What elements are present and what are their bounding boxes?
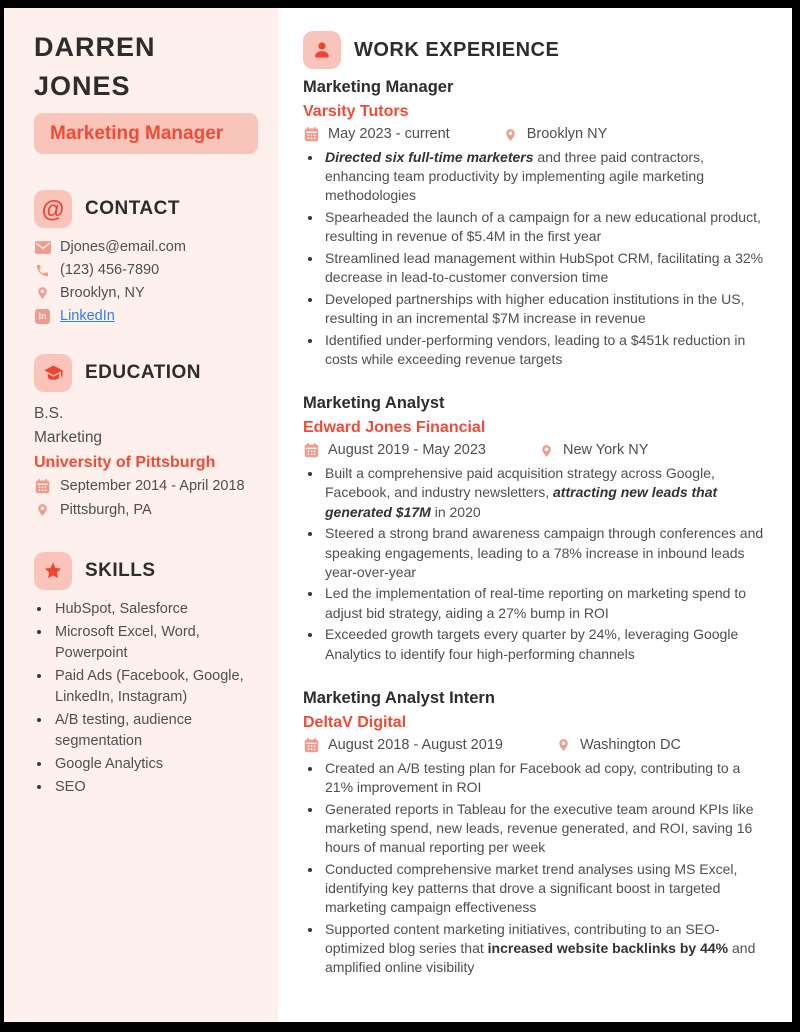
education-location-row	[34, 499, 256, 523]
linkedin-icon: in	[34, 309, 51, 324]
contact-row-location	[34, 285, 256, 301]
job-bullet: • Exceeded growth targets every quarter by 24%, leveraging Google Analytics to identify four high-performing channels	[323, 625, 764, 663]
education-degree: B.S.	[34, 405, 64, 422]
calendar-icon	[303, 738, 320, 753]
job-bullet: • Identified under-performing vendors, leading to a $451k reduction in costs while exceeding revenue targets	[323, 331, 764, 369]
job-dates-group	[303, 441, 486, 460]
skills-heading: SKILLS	[85, 560, 156, 581]
education-school: University of Pittsburgh	[34, 454, 216, 471]
job-location: New York NY	[563, 442, 649, 459]
job-location-group	[538, 441, 648, 460]
sidebar	[4, 8, 278, 1022]
job-bullet: • Built a comprehensive paid acquisition strategy across Google, Facebook, and industry newsletters, attracting new leads that generated $17M in 2020	[323, 464, 764, 522]
contact-list	[34, 239, 256, 324]
map-pin-icon	[555, 737, 572, 753]
job-bullet: • Steered a strong brand awareness campaign through conferences and speaking engagements, leading to a 78% increase in inbound leads year-over-year	[323, 524, 764, 582]
job-company: Varsity Tutors	[303, 103, 409, 120]
job-bullet: • Led the implementation of real-time reporting on marketing spend to adjust bid strategy, aiding a 27% bump in ROI	[323, 584, 764, 622]
job-dates: August 2018 - August 2019	[328, 736, 503, 753]
job-bullet-list	[303, 759, 764, 978]
job-meta-row	[303, 125, 764, 144]
map-pin-icon	[502, 127, 519, 143]
map-pin-icon	[34, 285, 51, 301]
job-dates-group	[303, 125, 450, 144]
job-bullet: • Developed partnerships with higher education institutions in the US, resulting in an incremental $7M increase in revenue	[323, 290, 764, 328]
skill-item: • SEO	[52, 777, 256, 798]
skill-item: • Google Analytics	[52, 754, 256, 775]
contact-row-email	[34, 239, 256, 255]
job-dates: May 2023 - current	[328, 126, 450, 142]
envelope-icon	[34, 241, 51, 254]
job-title: Marketing Manager	[303, 78, 454, 96]
candidate-name: DARREN JONES	[34, 32, 156, 101]
contact-location: Brooklyn, NY	[60, 285, 145, 301]
contact-heading: CONTACT	[85, 198, 180, 219]
job-bullet: • Directed six full-time marketers and three paid contractors, enhancing team productivity by implementing agile marketing methodologies	[323, 148, 764, 206]
contact-email: Djones@email.com	[60, 239, 186, 255]
job-company: DeltaV Digital	[303, 713, 407, 731]
calendar-icon	[303, 127, 320, 142]
job-location-group	[555, 736, 681, 755]
contact-section	[34, 190, 256, 324]
job-bullet: • Supported content marketing initiatives, contributing to an SEO-optimized blog series that increased website backlinks by 44% and amplified online visibility	[323, 920, 764, 978]
education-heading: EDUCATION	[85, 362, 202, 383]
job-bullet: • Generated reports in Tableau for the executive team around KPIs like marketing spend, new leads, revenue generated, and ROI, saving 16 hours of manual reporting per week	[323, 800, 764, 858]
job-location-group	[502, 125, 608, 144]
map-pin-icon	[34, 502, 51, 518]
job-entry	[303, 688, 764, 978]
job-location: Washington DC	[579, 736, 681, 753]
education-dates: September 2014 - April 2018	[60, 478, 245, 494]
skills-section-header	[34, 552, 256, 590]
contact-section-header	[34, 190, 256, 228]
contact-row-linkedin	[34, 308, 256, 324]
calendar-icon	[34, 479, 51, 494]
job-bullet: • Conducted comprehensive market trend analyses using MS Excel, identifying key patterns that drove a significant boost in targeted marketing campaign effectiveness	[323, 860, 764, 918]
education-section-header	[34, 354, 256, 392]
job-dates: August 2019 - May 2023	[328, 442, 486, 459]
job-title: Marketing Analyst Intern	[303, 688, 495, 707]
work-experience-column	[278, 8, 792, 1022]
job-meta-row	[303, 736, 764, 755]
education-body	[34, 402, 256, 522]
education-field: Marketing	[34, 429, 103, 446]
contact-phone: (123) 456-7890	[60, 262, 160, 278]
resume-page	[4, 8, 792, 1022]
job-dates-group	[303, 736, 503, 755]
calendar-icon	[303, 443, 320, 458]
graduation-cap-icon	[34, 354, 72, 392]
job-entry	[303, 393, 764, 664]
experience-heading: WORK EXPERIENCE	[354, 38, 560, 61]
job-bullet-list	[303, 148, 764, 369]
job-title: Marketing Analyst	[303, 394, 445, 413]
skill-item: • Microsoft Excel, Word, Powerpoint	[52, 622, 256, 664]
contact-row-phone	[34, 262, 256, 278]
person-icon	[303, 31, 341, 69]
skill-item: • A/B testing, audience segmentation	[52, 710, 256, 752]
skill-item: • HubSpot, Salesforce	[52, 599, 256, 620]
job-entry	[303, 77, 764, 369]
skills-section	[34, 552, 256, 798]
education-location: Pittsburgh, PA	[60, 501, 152, 518]
experience-section-header	[303, 31, 764, 69]
education-section	[34, 354, 256, 522]
skills-list	[34, 599, 256, 798]
job-title-badge: Marketing Manager	[34, 113, 258, 154]
map-pin-icon	[538, 443, 555, 459]
job-bullet: • Streamlined lead management within HubSpot CRM, facilitating a 32% decrease in lead-to-customer conversion time	[323, 249, 764, 287]
skill-item: • Paid Ads (Facebook, Google, LinkedIn, Instagram)	[52, 666, 256, 708]
job-location: Brooklyn NY	[526, 126, 608, 142]
phone-icon	[34, 263, 51, 278]
job-company: Edward Jones Financial	[303, 419, 486, 437]
job-bullet-list	[303, 464, 764, 664]
at-icon: @	[34, 190, 72, 228]
linkedin-link[interactable]: LinkedIn	[60, 308, 115, 324]
job-bullet: • Created an A/B testing plan for Facebook ad copy, contributing to a 21% improvement in ROI	[323, 759, 764, 797]
star-icon	[34, 552, 72, 590]
job-bullet: • Spearheaded the launch of a campaign for a new educational product, resulting in revenue of $5.4M in the first year	[323, 208, 764, 246]
job-meta-row	[303, 441, 764, 460]
education-dates-row	[34, 475, 256, 499]
